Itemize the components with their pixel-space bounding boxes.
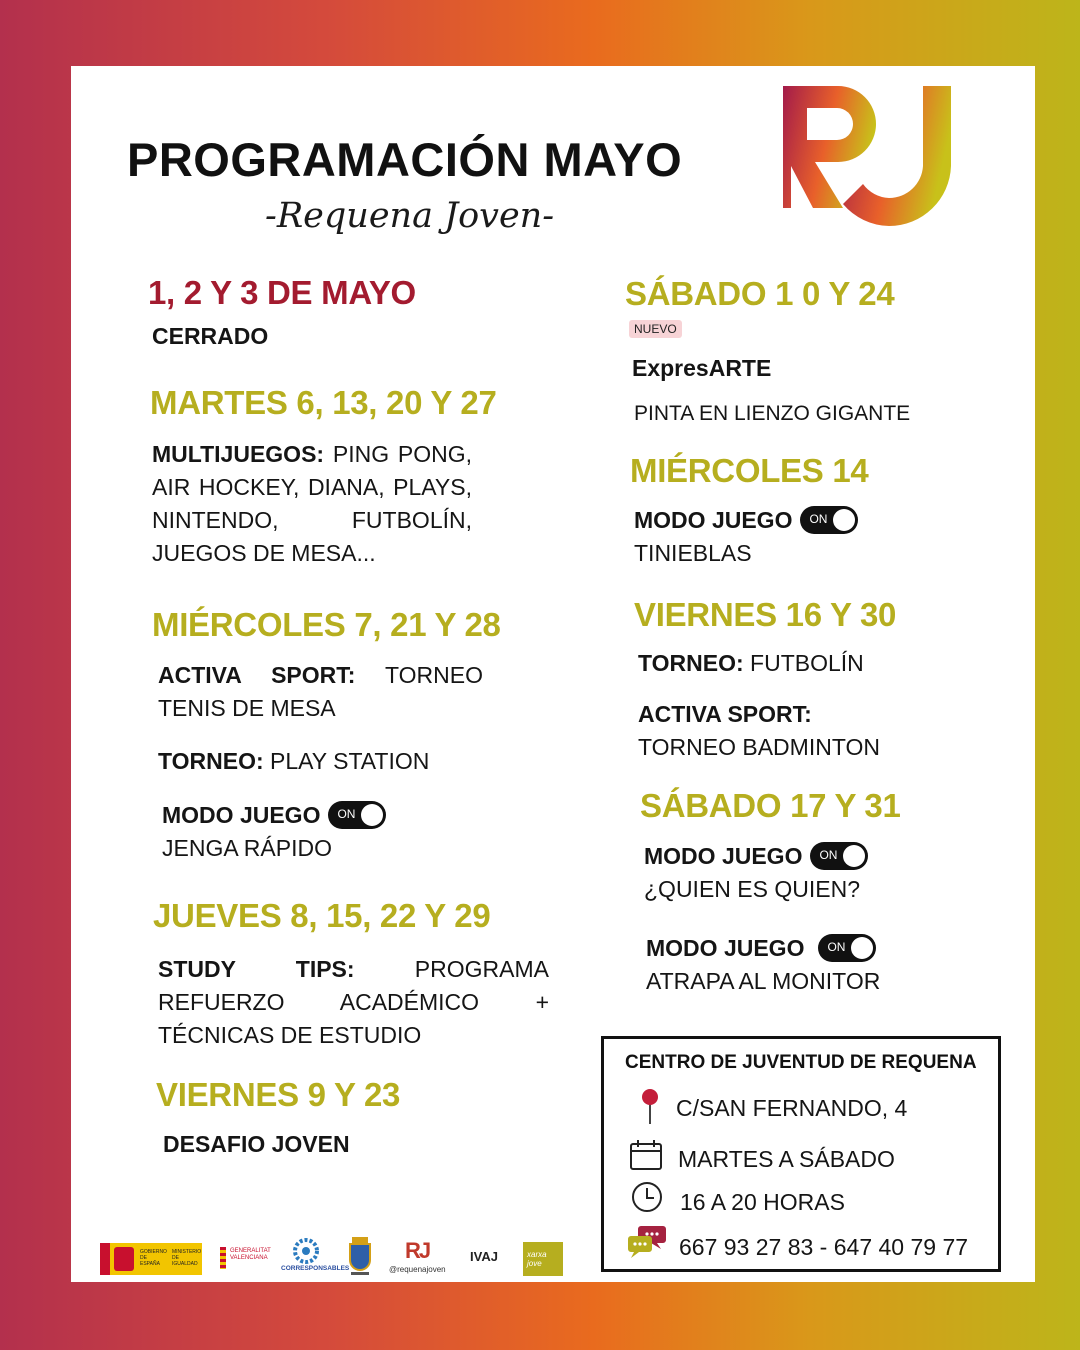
label-modo-juego: MODO JUEGO: [646, 935, 805, 961]
label-activa-sport: ACTIVA SPORT:: [158, 662, 356, 688]
toggle-label: ON: [827, 939, 846, 954]
label-torneo: TORNEO:: [638, 650, 744, 676]
clock-icon: [631, 1181, 663, 1213]
ivaj-logo: IVAJ: [470, 1249, 498, 1264]
sponsor-corresponsables-text: CORRESPONSABLES: [281, 1265, 350, 1272]
sponsor-gobierno-text: GOBIERNO DE ESPAÑA: [140, 1249, 167, 1267]
toggle-knob: [361, 804, 383, 826]
sponsor-requenajoven-text: @requenajoven: [389, 1265, 446, 1274]
corresponsables-flower-icon: [293, 1238, 319, 1264]
heading-viernes-16: VIERNES 16 Y 30: [634, 596, 897, 633]
sponsor-generalitat-text: GENERALITAT VALENCIANA: [230, 1248, 271, 1261]
sponsor-xarxa-text: xarxa jove: [527, 1250, 547, 1268]
label-modo-juego: MODO JUEGO: [162, 802, 321, 828]
on-toggle: [818, 934, 876, 962]
info-hours: 16 A 20 HORAS: [680, 1189, 845, 1215]
text-cerrado: CERRADO: [152, 323, 269, 349]
calendar-icon: [629, 1139, 663, 1171]
text-torneo-play: [158, 745, 429, 778]
heading-miercoles-14: MIÉRCOLES 14: [630, 452, 869, 489]
label-modo-juego: MODO JUEGO: [644, 843, 803, 869]
text-badminton: TORNEO BADMINTON: [638, 734, 880, 760]
info-title: CENTRO DE JUVENTUD DE REQUENA: [625, 1052, 977, 1073]
xarxa-jove-logo: [523, 1242, 563, 1276]
gobierno-espana-logo: [100, 1243, 202, 1275]
heading-miercoles-7: MIÉRCOLES 7, 21 Y 28: [152, 606, 501, 643]
on-toggle: [328, 801, 386, 829]
text-torneo-tenis: TORNEO TENIS DE MESA: [158, 662, 484, 721]
map-pin-icon: [640, 1088, 660, 1126]
text-quien-es-quien: ¿QUIEN ES QUIEN?: [644, 876, 860, 902]
heading-sabado-17: SÁBADO 17 Y 31: [640, 787, 901, 824]
text-play-station: PLAY STATION: [263, 748, 430, 774]
corresponsables-logo: [281, 1238, 350, 1276]
info-address: C/SAN FERNANDO, 4: [676, 1095, 908, 1121]
on-toggle: [810, 842, 868, 870]
text-study-tips: [158, 953, 549, 1052]
ayuntamiento-requena-crest-icon: [347, 1236, 373, 1276]
spain-shield-icon: [114, 1247, 134, 1271]
text-jenga: JENGA RÁPIDO: [162, 835, 332, 861]
senyera-icon: [220, 1247, 226, 1269]
heading-martes: MARTES 6, 13, 20 Y 27: [150, 384, 497, 421]
heading-1-2-3-mayo: 1, 2 Y 3 DE MAYO: [148, 274, 416, 311]
text-activa-sport: [158, 659, 483, 725]
heading-sabado-10: SÁBADO 1 0 Y 24: [625, 275, 895, 312]
info-days: MARTES A SÁBADO: [678, 1146, 895, 1172]
toggle-label: ON: [337, 806, 356, 821]
label-multijuegos: MULTIJUEGOS:: [152, 441, 325, 467]
text-torneo-futbolin: [638, 647, 864, 680]
label-modo-juego: MODO JUEGO: [634, 507, 793, 533]
info-phones: 667 93 27 83 - 647 40 79 77: [679, 1234, 969, 1260]
generalitat-logo: [220, 1245, 271, 1273]
text-multijuegos: [152, 438, 472, 570]
page-subtitle: -Requena Joven-: [265, 196, 555, 236]
rj-logo: [783, 86, 953, 226]
toggle-label: ON: [809, 511, 828, 526]
nuevo-badge: NUEVO: [629, 320, 682, 338]
text-pinta: PINTA EN LIENZO GIGANTE: [634, 402, 911, 425]
rj-mini-logo: RJ: [405, 1238, 430, 1263]
on-toggle: [800, 506, 858, 534]
label-activa-sport: ACTIVA SPORT:: [638, 701, 812, 727]
toggle-knob: [851, 937, 873, 959]
heading-viernes-9: VIERNES 9 Y 23: [156, 1076, 401, 1113]
text-desafio: DESAFIO JOVEN: [163, 1131, 350, 1157]
page-title: PROGRAMACIÓN MAYO: [127, 133, 683, 186]
requenajoven-logo: [389, 1238, 453, 1276]
label-expresarte: ExpresARTE: [632, 355, 772, 381]
modo-juego-row: [634, 504, 858, 537]
modo-juego-row: [646, 932, 876, 965]
modo-juego-row: [644, 840, 868, 873]
text-futbolin: FUTBOLÍN: [743, 650, 864, 676]
toggle-knob: [843, 845, 865, 867]
label-torneo: TORNEO:: [158, 748, 264, 774]
text-programa: PROGRAMA REFUERZO ACADÉMICO + TÉCNICAS DE ESTUDIO: [158, 956, 549, 1048]
text-atrapa: ATRAPA AL MONITOR: [646, 968, 881, 994]
chat-icon: [627, 1224, 667, 1260]
text-multijuegos-list: PING PONG, AIR HOCKEY, DIANA, PLAYS, NINTENDO, FUTBOLÍN, JUEGOS DE MESA...: [152, 441, 472, 566]
modo-juego-row: [162, 799, 386, 832]
toggle-label: ON: [819, 847, 838, 862]
sponsor-ministerio-text: MINISTERIO DE IGUALDAD: [172, 1249, 202, 1267]
toggle-knob: [833, 509, 855, 531]
heading-jueves: JUEVES 8, 15, 22 Y 29: [153, 897, 491, 934]
text-tinieblas: TINIEBLAS: [634, 540, 752, 566]
label-study-tips: STUDY TIPS:: [158, 956, 355, 982]
